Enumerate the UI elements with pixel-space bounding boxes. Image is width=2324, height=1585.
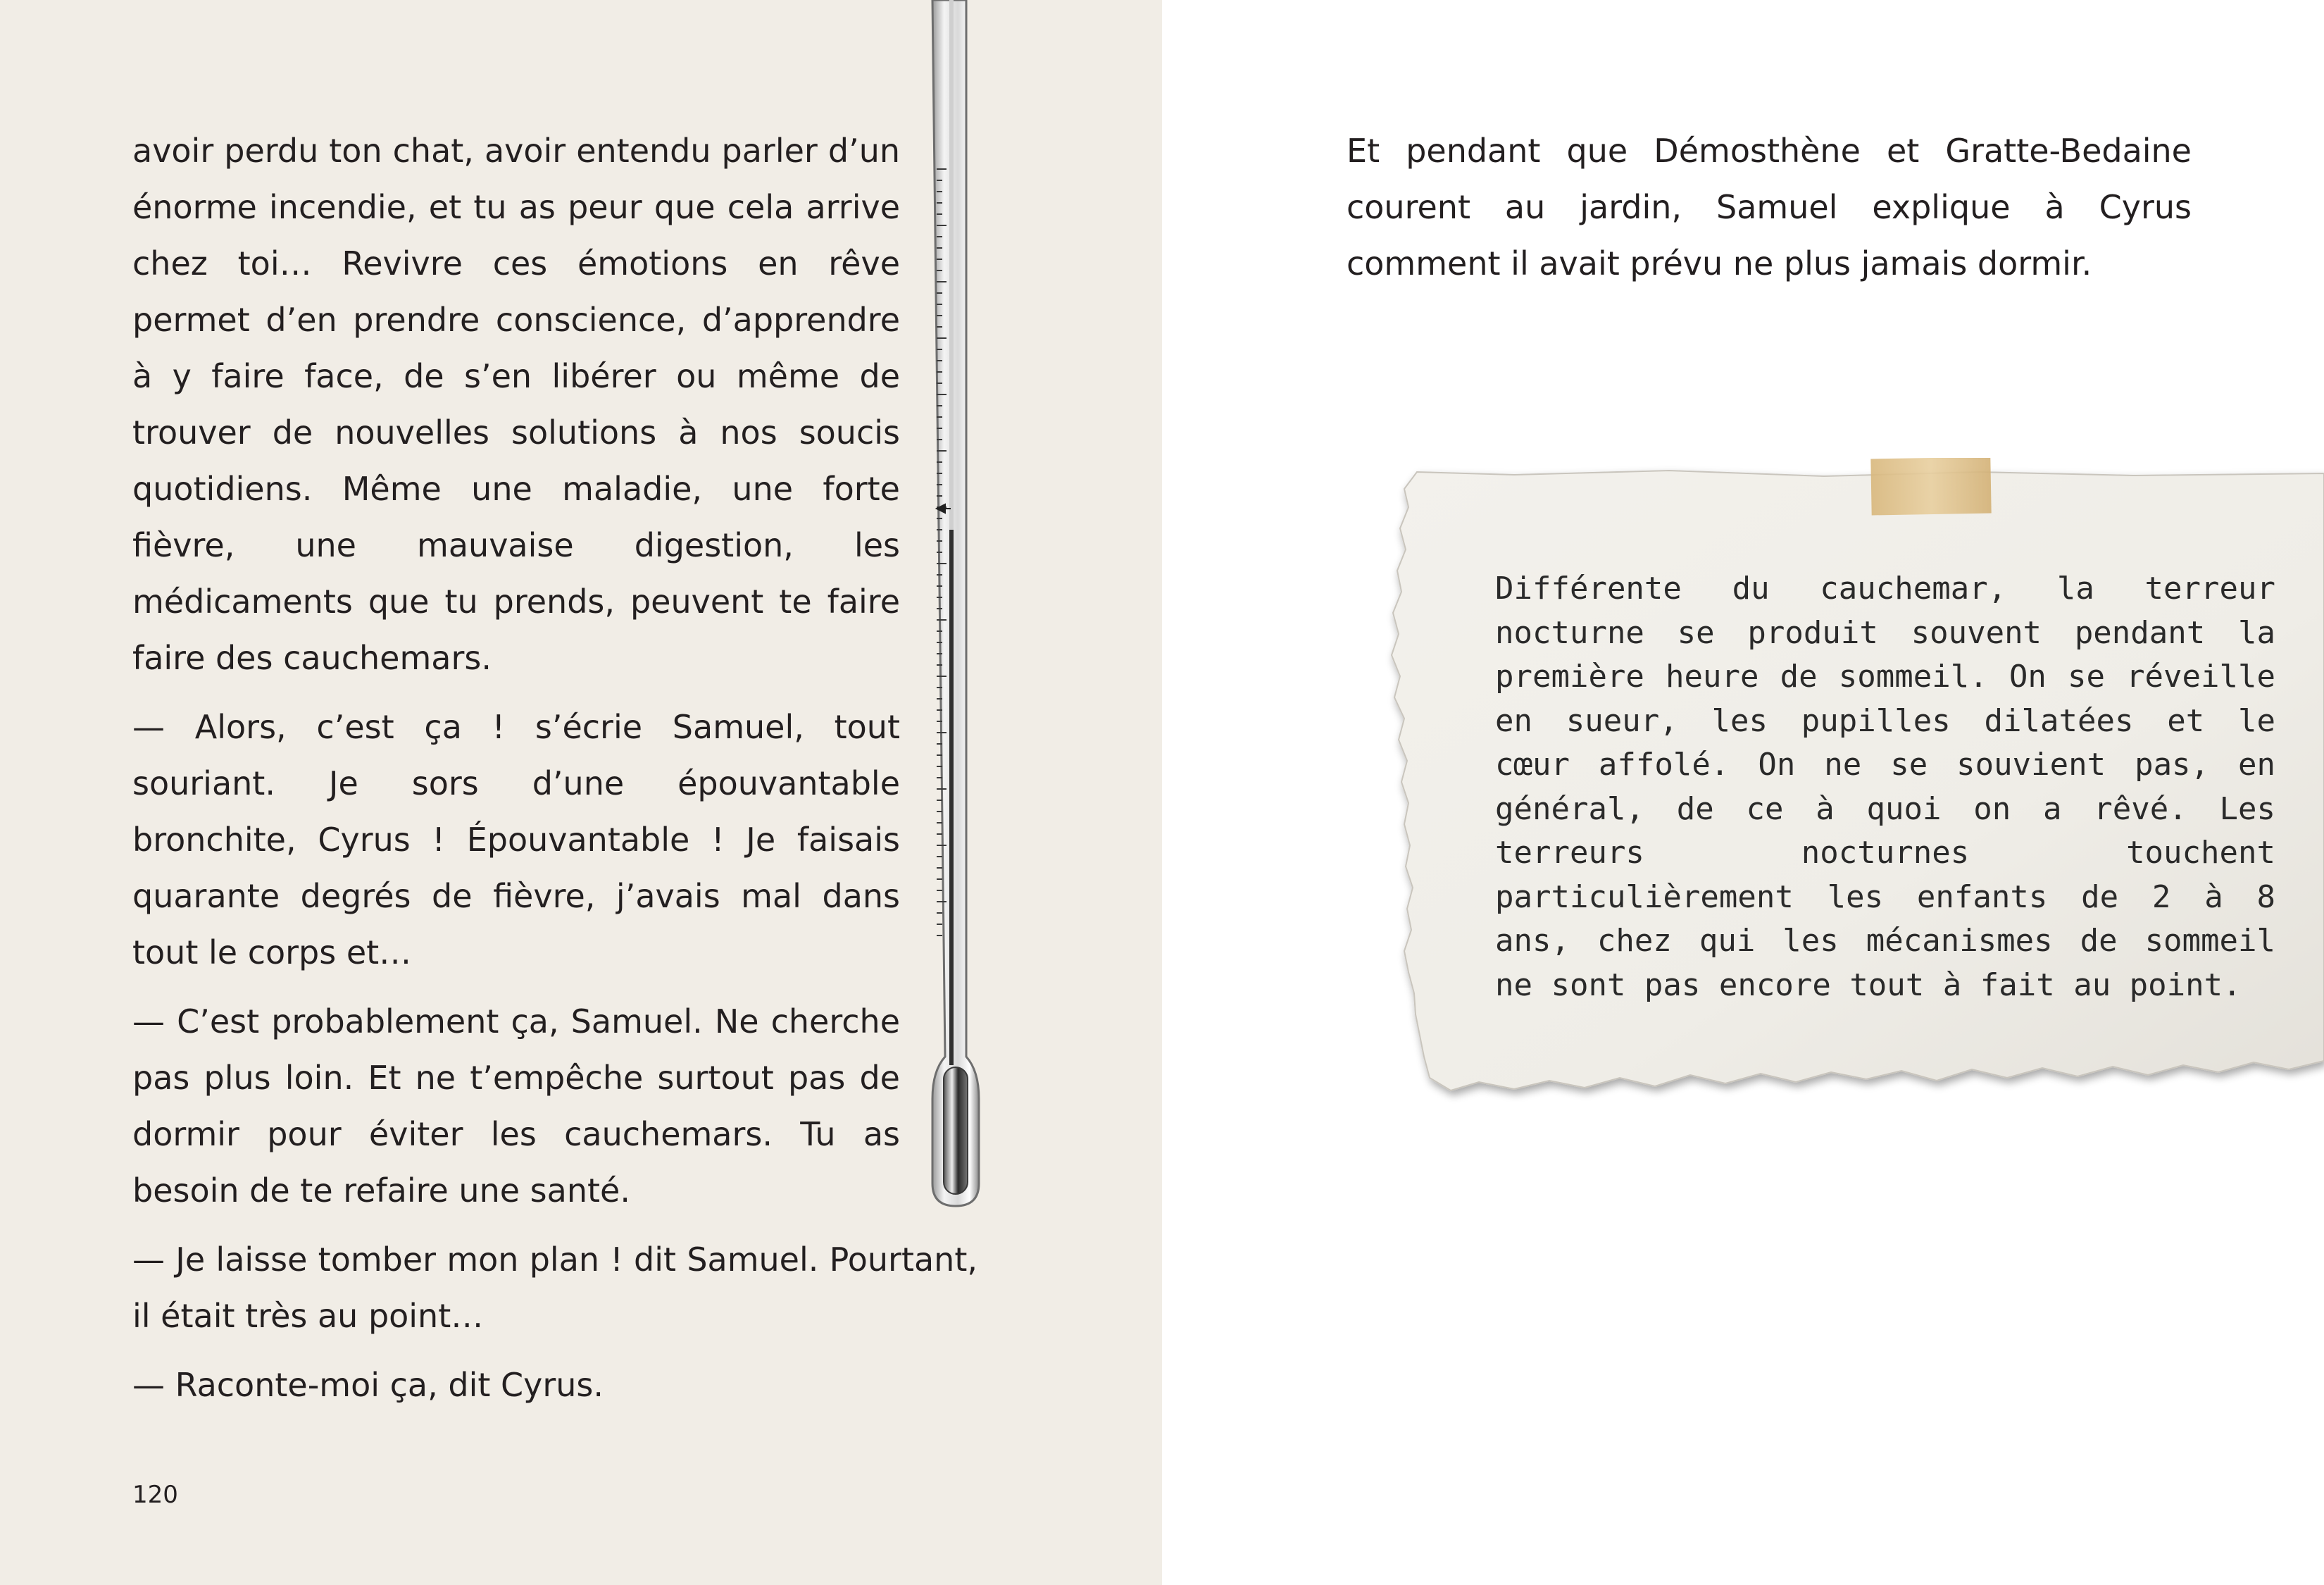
torn-paper-note	[1373, 458, 2324, 1127]
tape-strip	[1870, 458, 1991, 515]
page-number: 120	[132, 1481, 178, 1509]
paragraph: — C’est probablement ça, Samuel. Ne cherche pas plus loin. Et ne t’empêche surtout pas de dormir pour éviter les cauchemars. Tu as besoin de te refaire une santé.	[132, 1002, 900, 1210]
left-page-text	[132, 123, 977, 1413]
paragraph: — Je laisse tomber mon plan ! dit Samuel. Pourtant, il était très au point…	[132, 1241, 977, 1335]
note-text: Différente du cauchemar, la terreur nocturne se produit souvent pendant la première heure de sommeil. On se réveille en sueur, les pupilles dilatées et le cœur affolé. On ne se souvient pas, en général, de ce à quoi on a rêvé. Les terreurs nocturnes touchent particulièrement les enfants de 2 à 8 ans, chez qui les mécanismes de sommeil ne sont pas encore tout à fait au point.	[1495, 571, 2275, 1003]
paragraph: — Alors, c’est ça ! s’écrie Samuel, tout souriant. Je sors d’une épouvantable bronchite, Cyrus ! Épouvantable ! Je faisais quarante degrés de fièvre, j’avais mal dans tout le corps et…	[132, 708, 900, 971]
paragraph: — Raconte-moi ça, dit Cyrus.	[132, 1366, 604, 1404]
right-page-intro: Et pendant que Démosthène et Gratte-Bedaine courent au jardin, Samuel explique à Cyrus comment il avait prévu ne plus jamais dormir.	[1347, 132, 2192, 282]
thermometer-illustration	[923, 0, 986, 1212]
paragraph: avoir perdu ton chat, avoir entendu parler d’un énorme incendie, et tu as peur que cela arrive chez toi… Revivre ces émotions en rêve permet d’en prendre conscience, d’apprendre à y faire face, de s’en libérer ou même de trouver de nouvelles solutions à nos soucis quotidiens. Même une maladie, une forte fièvre, une mauvaise digestion, les médicaments que tu prends, peuvent te faire faire des cauchemars.	[132, 132, 900, 677]
